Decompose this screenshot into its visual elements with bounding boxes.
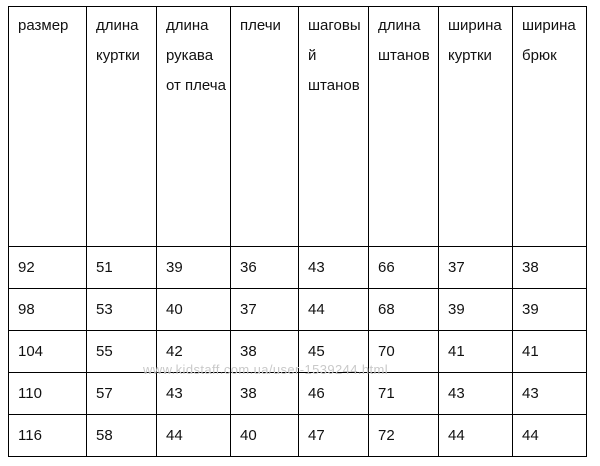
cell-pants-width: 43 xyxy=(513,373,587,415)
cell-shoulders: 38 xyxy=(231,331,299,373)
cell-jacket-width: 37 xyxy=(439,247,513,289)
cell-size: 98 xyxy=(9,289,87,331)
cell-pants-length: 72 xyxy=(369,415,439,457)
table-header-row xyxy=(9,7,587,247)
cell-pants-width: 38 xyxy=(513,247,587,289)
cell-pants-length: 71 xyxy=(369,373,439,415)
cell-jacket-width: 44 xyxy=(439,415,513,457)
cell-jacket-width: 39 xyxy=(439,289,513,331)
column-header-pants-width: ширина брюк xyxy=(513,7,587,247)
table-row xyxy=(9,415,587,457)
watermark-text: www.kidstaff.com.ua/user-1539244.html xyxy=(143,362,389,377)
cell-sleeve-length: 42 xyxy=(157,331,231,373)
cell-jacket-length: 53 xyxy=(87,289,157,331)
cell-jacket-length: 58 xyxy=(87,415,157,457)
column-header-jacket-length: длина куртки xyxy=(87,7,157,247)
cell-jacket-length: 55 xyxy=(87,331,157,373)
cell-size: 116 xyxy=(9,415,87,457)
cell-shoulders: 40 xyxy=(231,415,299,457)
cell-pants-width: 41 xyxy=(513,331,587,373)
cell-jacket-width: 41 xyxy=(439,331,513,373)
table-row xyxy=(9,289,587,331)
cell-pants-length: 68 xyxy=(369,289,439,331)
cell-sleeve-length: 40 xyxy=(157,289,231,331)
column-header-jacket-width: ширина куртки xyxy=(439,7,513,247)
cell-size: 104 xyxy=(9,331,87,373)
cell-jacket-width: 43 xyxy=(439,373,513,415)
column-header-shoulders: плечи xyxy=(231,7,299,247)
cell-pants-length: 66 xyxy=(369,247,439,289)
table-row xyxy=(9,331,587,373)
cell-sleeve-length: 39 xyxy=(157,247,231,289)
cell-size: 110 xyxy=(9,373,87,415)
column-header-sleeve-length: длина рукава от плеча xyxy=(157,7,231,247)
column-header-size: размер xyxy=(9,7,87,247)
cell-pants-width: 44 xyxy=(513,415,587,457)
cell-inseam: 46 xyxy=(299,373,369,415)
cell-inseam: 44 xyxy=(299,289,369,331)
cell-inseam: 43 xyxy=(299,247,369,289)
cell-pants-length: 70 xyxy=(369,331,439,373)
cell-jacket-length: 51 xyxy=(87,247,157,289)
table-row xyxy=(9,373,587,415)
cell-inseam: 47 xyxy=(299,415,369,457)
cell-shoulders: 38 xyxy=(231,373,299,415)
table-row xyxy=(9,247,587,289)
cell-inseam: 45 xyxy=(299,331,369,373)
cell-size: 92 xyxy=(9,247,87,289)
column-header-pants-length: длина штанов xyxy=(369,7,439,247)
cell-jacket-length: 57 xyxy=(87,373,157,415)
cell-pants-width: 39 xyxy=(513,289,587,331)
cell-shoulders: 36 xyxy=(231,247,299,289)
column-header-inseam: шаговый штанов xyxy=(299,7,369,247)
cell-shoulders: 37 xyxy=(231,289,299,331)
cell-sleeve-length: 44 xyxy=(157,415,231,457)
cell-sleeve-length: 43 xyxy=(157,373,231,415)
size-chart-table xyxy=(8,6,587,457)
